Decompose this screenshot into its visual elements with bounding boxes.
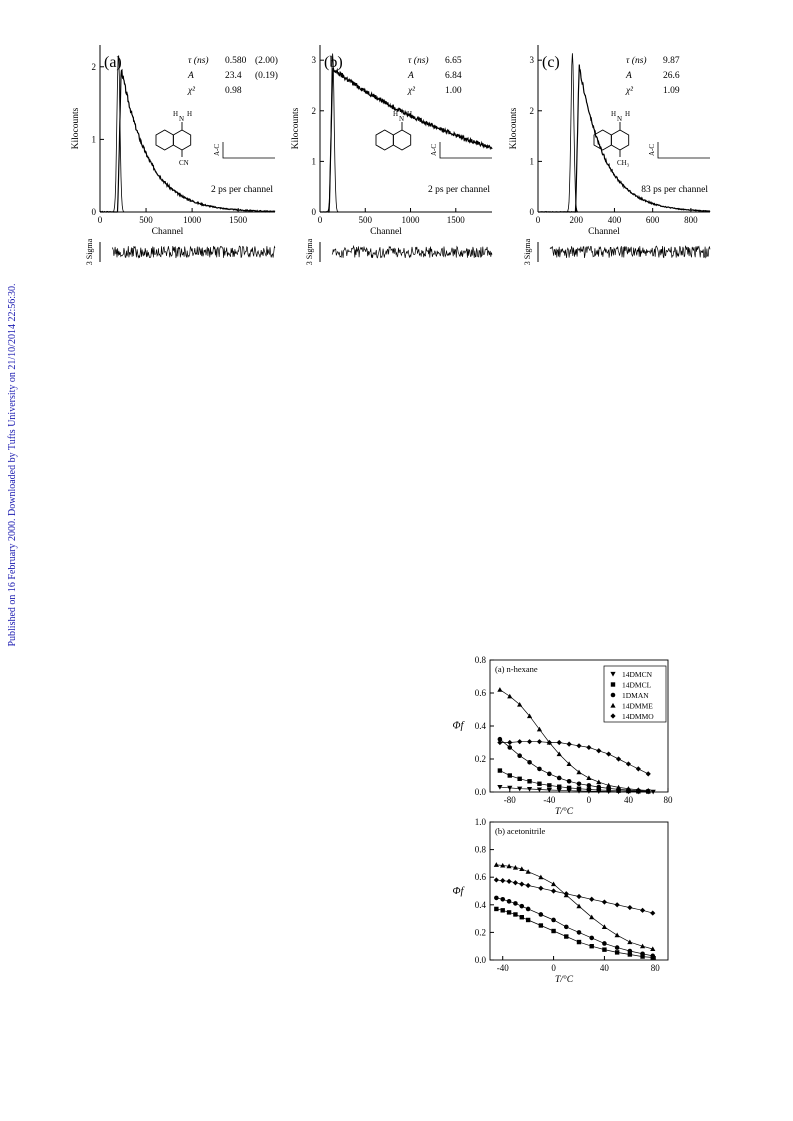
data-point (547, 783, 551, 787)
legend-entry: 14DMCN (622, 670, 653, 679)
x-axis-label: T/°C (554, 975, 574, 985)
decay-panel-2 (291, 45, 492, 265)
molecule-ring (594, 130, 611, 150)
y-tick-label: 1.0 (474, 817, 486, 827)
data-point (519, 882, 524, 887)
y-tick-label: 0.0 (474, 955, 486, 965)
param-value: 0.98 (225, 86, 242, 96)
y-tick-label: 3 (311, 55, 316, 66)
yield-panel-1 (453, 655, 673, 817)
data-point (551, 888, 556, 893)
x-tick-label: 0 (586, 795, 592, 805)
struct-label: CH₃ (617, 159, 630, 167)
param-value: 1.09 (663, 86, 680, 96)
data-point (497, 687, 502, 692)
data-point (494, 862, 499, 867)
panel-title: (b) acetonitrile (495, 826, 546, 836)
data-point (508, 773, 512, 777)
data-point (596, 785, 601, 790)
y-tick-label: 2 (311, 105, 316, 116)
param-value: 23.4 (225, 71, 242, 81)
data-point (640, 951, 645, 956)
molecule-ring (393, 130, 410, 150)
struct-label: H (187, 110, 193, 118)
channel-scale-note: 2 ps per channel (428, 185, 490, 195)
plot-frame (490, 822, 668, 960)
ac-label: A-C (430, 143, 438, 157)
x-tick-label: -40 (543, 795, 556, 805)
data-point (494, 907, 498, 911)
data-point (537, 782, 541, 786)
panel-label: (c) (542, 54, 560, 71)
data-point (551, 929, 555, 933)
data-point (557, 785, 561, 789)
x-axis-label: T/°C (554, 807, 574, 817)
data-point (494, 877, 499, 882)
struct-label: N (179, 115, 185, 123)
ac-label: A-C (648, 143, 656, 157)
x-axis-label: Channel (151, 227, 184, 237)
data-point (537, 739, 542, 744)
data-point (527, 779, 531, 783)
data-point (626, 761, 631, 766)
x-tick-label: 1000 (183, 215, 202, 225)
struct-label: H (625, 110, 631, 118)
data-point (650, 954, 655, 959)
panel-label: (b) (324, 54, 343, 71)
data-point (628, 949, 633, 954)
param-symbol: A (188, 71, 194, 81)
channel-scale-note: 83 ps per channel (641, 185, 708, 195)
x-axis-label: Channel (370, 227, 402, 237)
data-point (498, 768, 502, 772)
param-symbol: χ² (188, 86, 196, 96)
data-point (526, 883, 531, 888)
data-point (526, 869, 531, 874)
legend-marker (611, 693, 616, 698)
struct-label: N (399, 115, 405, 123)
molecule-ring (173, 130, 190, 150)
legend-entry: 1DMAN (622, 691, 649, 700)
struct-label: H (173, 110, 179, 118)
y-tick-label: 0.0 (474, 787, 486, 797)
y-tick-label: 1 (311, 156, 316, 167)
autocorrelation-trace (658, 142, 710, 158)
param-symbol: A (408, 71, 414, 81)
data-point (519, 904, 524, 909)
data-point (615, 933, 620, 938)
param-symbol: τ (ns) (626, 56, 647, 66)
data-point (526, 907, 531, 912)
y-axis-label: Kilocounts (509, 107, 519, 150)
data-point (590, 944, 594, 948)
y-axis-label: Φf (452, 885, 464, 897)
data-point (500, 897, 505, 902)
data-point (513, 912, 517, 916)
y-tick-label: 1 (529, 156, 534, 167)
data-point (494, 896, 499, 901)
x-tick-label: 1500 (446, 215, 465, 225)
weighted-residuals-trace (112, 246, 275, 258)
data-point (577, 781, 582, 786)
param-error: (0.19) (255, 71, 278, 81)
x-tick-label: 500 (139, 215, 153, 225)
legend-entry: 14DMMO (622, 712, 654, 721)
data-point (586, 775, 591, 780)
data-point (636, 766, 641, 771)
data-point (589, 936, 594, 941)
data-point (551, 882, 556, 887)
molecule-ring (611, 130, 628, 150)
param-symbol: τ (ns) (408, 56, 429, 66)
param-value: 6.65 (445, 56, 462, 66)
fluorescence-decay-figure (0, 0, 793, 290)
data-point (650, 910, 655, 915)
residual-label: 3 Sigma (85, 238, 94, 266)
data-point (520, 915, 524, 919)
data-point (513, 901, 518, 906)
y-axis-label: Φf (452, 720, 464, 732)
residual-label: 3 Sigma (523, 238, 532, 266)
legend-marker (611, 682, 615, 686)
data-point (577, 930, 582, 935)
data-point (539, 923, 543, 927)
data-point (557, 740, 562, 745)
data-point (615, 902, 620, 907)
param-value: 9.87 (663, 56, 680, 66)
y-tick-label: 0 (529, 207, 534, 217)
y-tick-label: 1 (91, 134, 96, 145)
struct-label: H (393, 110, 399, 118)
y-axis-label: Kilocounts (71, 107, 81, 150)
data-point (589, 897, 594, 902)
decay-panel-1 (71, 45, 278, 265)
data-point (586, 745, 591, 750)
x-tick-label: 1000 (401, 215, 420, 225)
data-point (538, 886, 543, 891)
data-point (567, 779, 572, 784)
x-tick-label: 0 (317, 215, 323, 225)
data-point (596, 748, 601, 753)
param-value: 26.6 (663, 71, 680, 81)
data-point (500, 878, 505, 883)
data-point (564, 925, 569, 930)
param-value: 6.84 (445, 71, 462, 81)
data-point (587, 787, 591, 791)
data-point (507, 740, 512, 745)
data-point (602, 924, 607, 929)
data-point (640, 908, 645, 913)
data-point (501, 908, 505, 912)
data-point (567, 786, 571, 790)
x-tick-label: 1500 (229, 215, 248, 225)
download-notice-link[interactable]: Published on 16 February 2000. Downloaded by Tufts University on 21/10/2014 22:56:30. (7, 283, 18, 647)
y-tick-label: 0.2 (474, 754, 486, 764)
x-tick-label: 0 (551, 963, 556, 973)
data-point (507, 694, 512, 699)
data-point (527, 760, 532, 765)
x-tick-label: 80 (650, 963, 660, 973)
y-tick-label: 0.2 (474, 927, 486, 938)
legend-entry: 14DMCL (622, 680, 652, 690)
residual-label: 3 Sigma (305, 238, 314, 266)
param-value: 0.580 (225, 56, 247, 66)
x-tick-label: 600 (645, 215, 660, 225)
data-point (627, 939, 632, 944)
legend-entry: 14DMME (622, 701, 653, 711)
y-tick-label: 0.6 (474, 688, 486, 698)
data-point (567, 742, 572, 747)
data-point (507, 910, 511, 914)
x-tick-label: 40 (623, 795, 633, 805)
data-point (507, 745, 512, 750)
y-axis-label: Kilocounts (291, 107, 301, 150)
data-point (537, 767, 542, 772)
data-point (646, 771, 651, 776)
param-error: (2.00) (255, 56, 278, 66)
data-point (602, 941, 607, 946)
x-tick-label: 400 (607, 215, 622, 225)
y-tick-label: 2 (91, 61, 96, 72)
data-point (557, 776, 562, 781)
channel-scale-note: 2 ps per channel (211, 185, 273, 195)
data-point (564, 934, 568, 938)
y-tick-label: 0 (91, 207, 96, 217)
data-point (596, 780, 601, 785)
data-point (506, 879, 511, 884)
data-point (539, 912, 544, 917)
data-point (577, 940, 581, 944)
x-tick-label: 200 (569, 215, 583, 225)
data-point (517, 777, 521, 781)
y-tick-label: 0.6 (474, 872, 486, 883)
struct-label: CN (179, 159, 189, 167)
y-tick-label: 0.4 (474, 899, 486, 910)
struct-label: H (611, 110, 617, 118)
data-point (576, 894, 581, 899)
data-point (551, 918, 556, 923)
struct-label: H (407, 110, 413, 118)
data-point (606, 751, 611, 756)
data-point (615, 945, 620, 950)
param-symbol: χ² (626, 86, 634, 96)
quantum-yield-figure (0, 640, 793, 1010)
x-tick-label: 40 (599, 963, 609, 973)
autocorrelation-trace (223, 142, 275, 158)
x-tick-label: 0 (535, 215, 541, 225)
decay-panel-3 (509, 45, 710, 265)
param-symbol: A (626, 71, 632, 81)
data-point (527, 739, 532, 744)
x-tick-label: 0 (97, 215, 103, 225)
panel-title: (a) n-hexane (495, 664, 538, 674)
y-tick-label: 2 (529, 105, 534, 116)
yield-panel-2 (453, 817, 668, 985)
weighted-residuals-trace (550, 246, 710, 258)
y-tick-label: 0.8 (474, 844, 486, 855)
y-tick-label: 0 (311, 207, 316, 217)
data-point (576, 743, 581, 748)
weighted-residuals-trace (332, 246, 492, 258)
data-point (547, 772, 552, 777)
data-point (513, 880, 518, 885)
fit-curve (500, 739, 648, 791)
data-point (627, 905, 632, 910)
x-tick-label: -40 (496, 963, 509, 973)
data-point (517, 753, 522, 758)
x-tick-label: -80 (503, 795, 516, 805)
x-axis-label: Channel (588, 227, 620, 237)
data-point (602, 899, 607, 904)
param-symbol: χ² (408, 86, 416, 96)
struct-label: N (617, 115, 623, 123)
data-point (507, 899, 512, 904)
data-point (616, 756, 621, 761)
y-tick-label: 3 (529, 55, 534, 66)
molecule-ring (376, 130, 393, 150)
data-point (526, 918, 530, 922)
data-point (517, 739, 522, 744)
data-point (587, 783, 592, 788)
x-tick-label: 500 (358, 215, 373, 225)
y-tick-label: 0.8 (474, 655, 486, 665)
data-point (538, 875, 543, 880)
x-tick-label: 800 (684, 215, 698, 225)
data-point (602, 947, 606, 951)
data-point (615, 950, 619, 954)
data-point (577, 787, 581, 791)
panel-label: (a) (104, 54, 122, 71)
x-tick-label: 80 (663, 795, 673, 805)
molecule-ring (156, 130, 173, 150)
param-value: 1.00 (445, 86, 462, 96)
param-symbol: τ (ns) (188, 56, 209, 66)
ac-label: A-C (213, 143, 221, 157)
y-tick-label: 0.4 (474, 721, 486, 731)
